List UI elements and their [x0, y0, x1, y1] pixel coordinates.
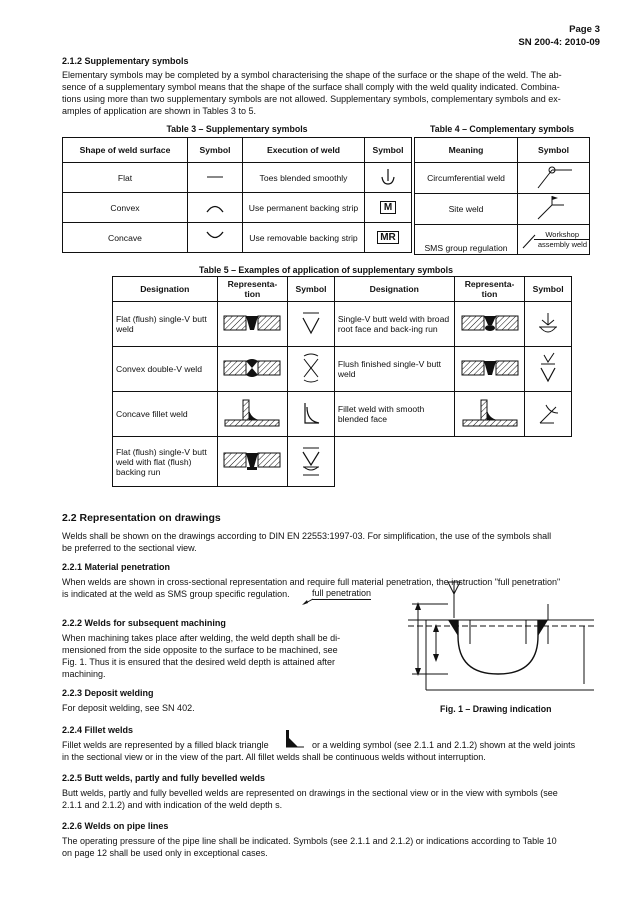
heading-2-2: 2.2 Representation on drawings [62, 512, 221, 524]
table4-caption: Table 4 – Complementary symbols [429, 124, 575, 134]
paragraph-2-2-4a: Fillet welds are represented by a filled black triangle [62, 740, 269, 750]
concave-symbol-icon [188, 223, 243, 253]
paragraph-2-2-4c: in the sectional view or in the view of the part. All fillet welds shall be continuous welds without interruption. [62, 752, 486, 762]
t5-left-4: Flat (flush) single-V butt weld with flat (flush) backing run [113, 437, 218, 487]
t5-header-designation: Designation [113, 277, 218, 302]
broad-root-symbol-icon [525, 302, 572, 347]
t5-right-2: Flush finished single-V butt weld [334, 347, 454, 392]
site-weld-icon [518, 194, 590, 225]
workshop-label: Workshop [545, 229, 579, 239]
flush-finished-representation-icon [454, 347, 525, 392]
heading-2-2-3: 2.2.3 Deposit welding [62, 688, 154, 698]
t5-header-designation2: Designation [334, 277, 454, 302]
t3-shape-concave: Concave [63, 223, 188, 253]
flat-backing-run-symbol-icon [288, 437, 335, 487]
t5-right-3: Fillet weld with smooth blended face [334, 392, 454, 437]
convex-symbol-icon [188, 193, 243, 223]
concave-fillet-symbol-icon [288, 392, 335, 437]
t5-left-1: Flat (flush) single-V butt weld [113, 302, 218, 347]
t3-shape-convex: Convex [63, 193, 188, 223]
document-id: SN 200-4: 2010-09 [518, 37, 600, 48]
paragraph-2-2-6: The operating pressure of the pipe line shall be indicated. Symbols (see 2.1.1 and 2.1.2) or indications according to Table 10 on page 12 shall be used only in exceptional cases. [62, 836, 557, 858]
t3-shape-flat: Flat [63, 163, 188, 193]
heading-2-2-4: 2.2.4 Fillet welds [62, 725, 134, 735]
permanent-strip-icon: M [380, 201, 396, 214]
t4-header-symbol: Symbol [518, 138, 590, 163]
t3-header-shape: Shape of weld surface [63, 138, 188, 163]
heading-2-1-2: 2.1.2 Supplementary symbols [62, 56, 189, 66]
heading-2-2-1: 2.2.1 Material penetration [62, 562, 171, 572]
flat-backing-run-representation-icon [217, 437, 288, 487]
penetration-leader-icon [300, 588, 316, 606]
t4-header-meaning: Meaning [415, 138, 518, 163]
t5-header-representation: Representa-tion [217, 277, 288, 302]
paragraph-2-2: Welds shall be shown on the drawings according to DIN EN 22553:1997-03. For simplification, the use of the symbols shall be preferred to the sectional view. [62, 531, 552, 553]
removable-strip-icon: MR [377, 231, 399, 244]
t5-right-1: Single-V butt weld with broad root face and back-ing run [334, 302, 454, 347]
convex-double-v-symbol-icon [288, 347, 335, 392]
filled-triangle-icon [284, 728, 306, 750]
flat-butt-symbol-icon [288, 302, 335, 347]
fig1-drawing [398, 574, 598, 698]
t3-header-symbol: Symbol [188, 138, 243, 163]
flat-butt-representation-icon [217, 302, 288, 347]
paragraph-2-2-5: Butt welds, partly and fully bevelled welds are represented on drawings in the sectional view or in the view with symbols (see 2.1.1 and 2.1.2) and with indication of the weld depth s. [62, 788, 558, 810]
broad-root-representation-icon [454, 302, 525, 347]
page-number: Page 3 [569, 24, 600, 35]
flush-finished-symbol-icon [525, 347, 572, 392]
assembly-weld-label: assembly weld [534, 239, 589, 250]
t5-header-representation2: Representa-tion [454, 277, 525, 302]
t3-header-symbol2: Symbol [365, 138, 412, 163]
t5-header-symbol2: Symbol [525, 277, 572, 302]
paragraph-2-2-2: When machining takes place after welding, the weld depth shall be di- mensioned from the side opposite to the surface to be machined, see Fig. 1. Thus it is ensured that the desired weld depth is attained after machining. [62, 633, 341, 679]
table5 [112, 276, 572, 487]
heading-2-2-6: 2.2.6 Welds on pipe lines [62, 821, 169, 831]
circumferential-weld-icon [518, 163, 590, 194]
t5-left-2: Convex double-V weld [113, 347, 218, 392]
smooth-fillet-symbol-icon [525, 392, 572, 437]
table4 [414, 137, 590, 255]
toes-blended-icon [365, 163, 412, 193]
fig1-caption: Fig. 1 – Drawing indication [440, 704, 552, 714]
t4-sms-regulation: SMS group regulation [415, 225, 518, 255]
smooth-fillet-representation-icon [454, 392, 525, 437]
workshop-leader-icon [522, 231, 538, 249]
paragraph-2-2-4b: or a welding symbol (see 2.1.1 and 2.1.2) shown at the weld joints [312, 740, 576, 750]
paragraph-2-1-2: Elementary symbols may be completed by a symbol characterising the shape of the surface or the shape of the weld. The ab- sence of a supplementary symbol means that the shape of the surface shall comply with the weld quality indicated. Combina- tions using more than two supplementary symbols are not allowed. Supplementary symbols, complementary symbols and ex- amples of application are shown in Tables 3 to 5. [62, 70, 562, 116]
table5-caption: Table 5 – Examples of application of supplementary symbols [198, 265, 454, 275]
t5-left-3: Concave fillet weld [113, 392, 218, 437]
t5-header-symbol: Symbol [288, 277, 335, 302]
paragraph-2-2-1: When welds are shown in cross-sectional representation and require full material penetration, the instruction "full penetration" is indicated at the weld as SMS group specific regulation. [62, 577, 561, 599]
t4-site-weld: Site weld [415, 194, 518, 225]
full-penetration-label: full penetration [312, 588, 372, 598]
t3-exec-removable: Use removable backing strip [243, 223, 365, 253]
t3-exec-toes: Toes blended smoothly [243, 163, 365, 193]
t3-header-exec: Execution of weld [243, 138, 365, 163]
convex-double-v-representation-icon [217, 347, 288, 392]
heading-2-2-5: 2.2.5 Butt welds, partly and fully bevelled welds [62, 773, 266, 783]
flat-symbol-icon [188, 163, 243, 193]
paragraph-2-2-3: For deposit welding, see SN 402. [62, 703, 195, 713]
t4-circumferential: Circumferential weld [415, 163, 518, 194]
heading-2-2-2: 2.2.2 Welds for subsequent machining [62, 618, 226, 628]
concave-fillet-representation-icon [217, 392, 288, 437]
table3 [62, 137, 412, 253]
table3-caption: Table 3 – Supplementary symbols [166, 124, 308, 134]
t3-exec-permanent: Use permanent backing strip [243, 193, 365, 223]
